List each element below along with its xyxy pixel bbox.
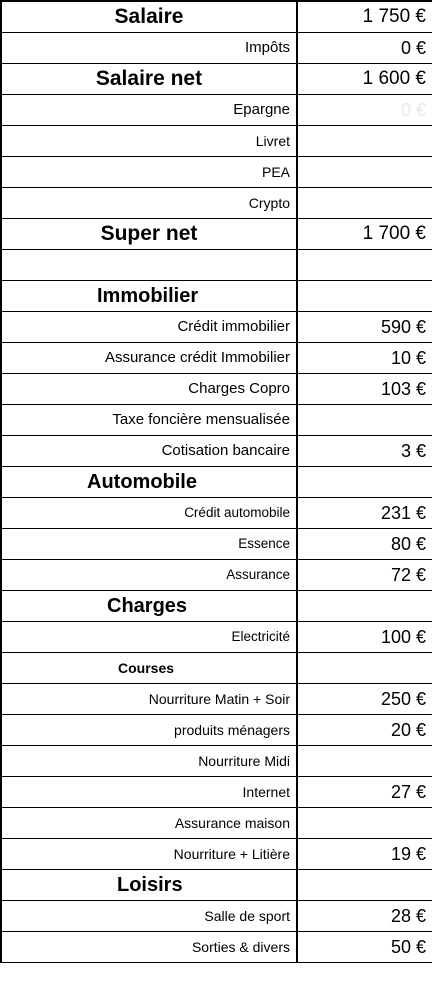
table-row: [1, 218, 432, 249]
row-value-epargne[interactable]: 0 €: [297, 94, 432, 125]
row-value-essence[interactable]: 80 €: [297, 528, 432, 559]
row-value-assurance-credit-immobilier[interactable]: 10 €: [297, 342, 432, 373]
row-value-electricite[interactable]: 100 €: [297, 621, 432, 652]
row-label-internet[interactable]: Internet: [1, 776, 297, 807]
section-heading-immobilier[interactable]: Immobilier: [1, 280, 297, 311]
table-row: [1, 373, 432, 404]
row-label-assurance[interactable]: Assurance: [1, 559, 297, 590]
table-row: [1, 807, 432, 838]
table-row: [1, 342, 432, 373]
table-row: [1, 869, 432, 900]
table-row: [1, 838, 432, 869]
row-label-sorties-divers[interactable]: Sorties & divers: [1, 931, 297, 962]
table-row: [1, 497, 432, 528]
table-row: [1, 404, 432, 435]
table-row: [1, 590, 432, 621]
row-value-nourriture-litiere[interactable]: 19 €: [297, 838, 432, 869]
row-value-immobilier[interactable]: [297, 280, 432, 311]
section-heading-automobile[interactable]: Automobile: [1, 466, 297, 497]
table-row: [1, 900, 432, 931]
row-value-assurance-maison[interactable]: [297, 807, 432, 838]
table-row: [1, 1, 432, 32]
row-label-pea[interactable]: PEA: [1, 156, 297, 187]
table-row: [1, 435, 432, 466]
section-heading-loisirs[interactable]: Loisirs: [1, 869, 297, 900]
row-value-credit-automobile[interactable]: 231 €: [297, 497, 432, 528]
row-label-crypto[interactable]: Crypto: [1, 187, 297, 218]
row-value-automobile[interactable]: [297, 466, 432, 497]
table-row: [1, 280, 432, 311]
table-row: [1, 187, 432, 218]
row-label-credit-automobile[interactable]: Crédit automobile: [1, 497, 297, 528]
table-row: [1, 714, 432, 745]
row-value-sorties-divers[interactable]: 50 €: [297, 931, 432, 962]
row-value-credit-immobilier[interactable]: 590 €: [297, 311, 432, 342]
table-row: [1, 683, 432, 714]
row-label-nourriture-litiere[interactable]: Nourriture + Litière: [1, 838, 297, 869]
table-row: [1, 776, 432, 807]
row-label-produits-menagers[interactable]: produits ménagers: [1, 714, 297, 745]
row-value-salaire-net[interactable]: 1 600 €: [297, 63, 432, 94]
row-value-nourriture-matin-soir[interactable]: 250 €: [297, 683, 432, 714]
row-value-crypto[interactable]: [297, 187, 432, 218]
table-row: [1, 621, 432, 652]
row-label-livret[interactable]: Livret: [1, 125, 297, 156]
row-label-nourriture-midi[interactable]: Nourriture Midi: [1, 745, 297, 776]
section-heading-charges[interactable]: Charges: [1, 590, 297, 621]
row-label-cotisation-bancaire[interactable]: Cotisation bancaire: [1, 435, 297, 466]
row-label-essence[interactable]: Essence: [1, 528, 297, 559]
row-value-charges-copro[interactable]: 103 €: [297, 373, 432, 404]
row-label-charges-copro[interactable]: Charges Copro: [1, 373, 297, 404]
row-label-salaire[interactable]: Salaire: [1, 1, 297, 32]
table-row: [1, 249, 432, 280]
row-value-empty[interactable]: [297, 249, 432, 280]
table-row: [1, 94, 432, 125]
row-value-super-net[interactable]: 1 700 €: [297, 218, 432, 249]
row-value-courses[interactable]: [297, 652, 432, 683]
table-row: [1, 32, 432, 63]
table-row: [1, 652, 432, 683]
table-row: [1, 63, 432, 94]
table-row: [1, 125, 432, 156]
table-row: [1, 528, 432, 559]
row-value-assurance[interactable]: 72 €: [297, 559, 432, 590]
row-value-cotisation-bancaire[interactable]: 3 €: [297, 435, 432, 466]
row-label-taxe-fonciere[interactable]: Taxe foncière mensualisée: [1, 404, 297, 435]
row-label-electricite[interactable]: Electricité: [1, 621, 297, 652]
row-value-salaire[interactable]: 1 750 €: [297, 1, 432, 32]
row-value-produits-menagers[interactable]: 20 €: [297, 714, 432, 745]
table-row: [1, 311, 432, 342]
table-row: [1, 156, 432, 187]
row-label-credit-immobilier[interactable]: Crédit immobilier: [1, 311, 297, 342]
row-label-assurance-credit-immobilier[interactable]: Assurance crédit Immobilier: [1, 342, 297, 373]
row-label-salaire-net[interactable]: Salaire net: [1, 63, 297, 94]
row-value-internet[interactable]: 27 €: [297, 776, 432, 807]
row-label-empty[interactable]: [1, 249, 297, 280]
row-value-impots[interactable]: 0 €: [297, 32, 432, 63]
table-row: [1, 466, 432, 497]
row-label-epargne[interactable]: Epargne: [1, 94, 297, 125]
row-value-salle-de-sport[interactable]: 28 €: [297, 900, 432, 931]
row-label-super-net[interactable]: Super net: [1, 218, 297, 249]
table-row: [1, 745, 432, 776]
row-label-salle-de-sport[interactable]: Salle de sport: [1, 900, 297, 931]
row-value-loisirs[interactable]: [297, 869, 432, 900]
row-value-charges[interactable]: [297, 590, 432, 621]
row-label-nourriture-matin-soir[interactable]: Nourriture Matin + Soir: [1, 683, 297, 714]
row-value-livret[interactable]: [297, 125, 432, 156]
row-value-pea[interactable]: [297, 156, 432, 187]
row-value-nourriture-midi[interactable]: [297, 745, 432, 776]
row-label-impots[interactable]: Impôts: [1, 32, 297, 63]
table-row: [1, 931, 432, 962]
subsection-heading-courses[interactable]: Courses: [1, 652, 297, 683]
table-row: [1, 559, 432, 590]
row-label-assurance-maison[interactable]: Assurance maison: [1, 807, 297, 838]
row-value-taxe-fonciere[interactable]: [297, 404, 432, 435]
